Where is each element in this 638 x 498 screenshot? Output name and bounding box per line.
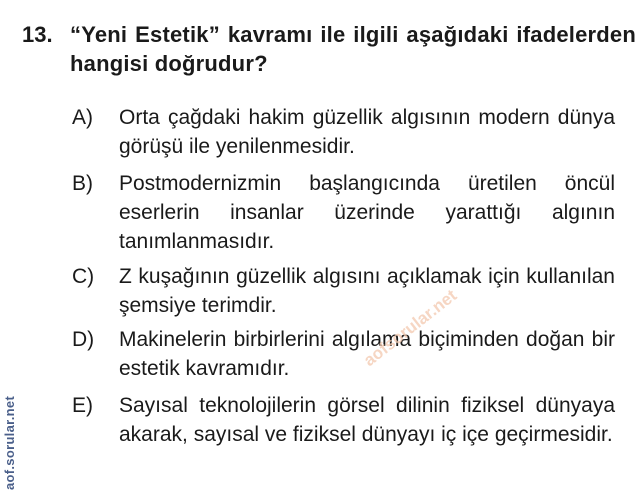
side-watermark: aof.sorular.net — [2, 395, 17, 490]
option-d-letter: D) — [72, 328, 95, 351]
option-d-text: Makinelerin birbirlerini algılama biçiminden doğan bir estetik kavramıdır. — [119, 328, 615, 380]
diagonal-watermark: aofsorular.net — [360, 285, 461, 370]
option-b-letter: B) — [72, 172, 93, 195]
option-c-letter: C) — [72, 265, 95, 288]
option-b-text: Postmodernizmin başlangıcında üretilen öncül eserlerin insanlar üzerinde yarattığı algının tanımlanmasıdır. — [119, 172, 615, 253]
option-e-letter: E) — [72, 394, 93, 417]
option-e-text: Sayısal teknolojilerin görsel dilinin fiziksel dünyaya akarak, sayısal ve fiziksel dünyayı iç içe geçirmesidir. — [119, 394, 615, 446]
question-text: “Yeni Estetik” kavramı ile ilgili aşağıdaki ifadelerden hangisi doğrudur? — [70, 22, 636, 76]
option-c-text: Z kuşağının güzellik algısını açıklamak için kullanılan şemsiye terimdir. — [119, 265, 615, 317]
question-number: 13. — [22, 22, 53, 47]
option-a-letter: A) — [72, 106, 93, 129]
option-a-text: Orta çağdaki hakim güzellik algısının modern dünya görüşü ile yenilenmesidir. — [119, 106, 615, 158]
